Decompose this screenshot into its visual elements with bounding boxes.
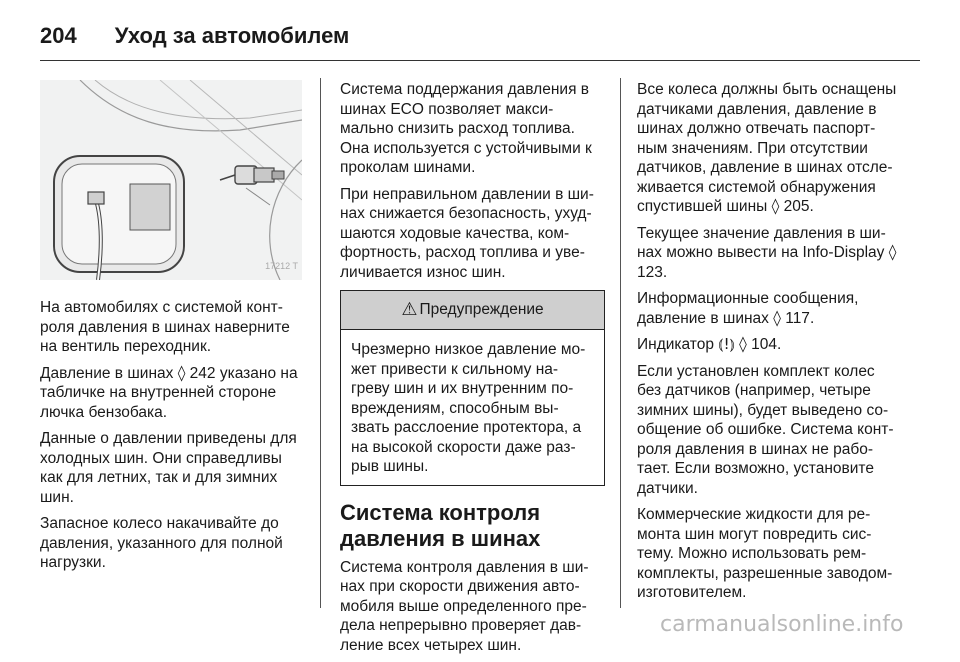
page-header [40, 16, 920, 56]
page-ref-205[interactable]: 205 [783, 198, 810, 215]
column-3 [637, 80, 902, 610]
page-ref-104[interactable]: 104 [751, 336, 777, 353]
warning-body: Чрезмерно низкое давление мо-жет привести к сильному на-греву шин и их внутренним по-вреждениям, способным вы-звать расслоение протектора, а на высокой скорости даже раз-рыв шины. [351, 341, 586, 475]
info-messages-text-end: . [809, 309, 815, 327]
paragraph-sensors [637, 80, 902, 217]
warning-title: Предупреждение [419, 301, 544, 319]
sensors-text-end: . [809, 198, 814, 215]
page-ref-arrow-icon: ◊ [739, 335, 747, 353]
page-number: 204 [40, 23, 77, 48]
watermark: carmanualsonline.info [660, 612, 904, 637]
paragraph-wrong-pressure: При неправильном давлении в ши-нах снижается безопасность, ухуд-шаются ходовые качества, ком-фортность, расход топлива и уве-личивается износ шин. [340, 185, 594, 281]
paragraph-no-sensors: Если установлен комплект колес без датчиков (например, четыре зимних шины), будет выведено со-общение об ошибке. Система конт-роля давления в шинах не рабо-тает. Если возможно, установите датчики. [637, 362, 894, 497]
warning-header [341, 291, 604, 330]
sensors-text-start: Все колеса должны быть оснащены датчиками давления, давление в шинах должно отвечать паспорт-ным значениям. При отсутствии датчиков, давление в шинах отсле-живается системой обнаружения спустившей шины [637, 81, 897, 215]
column-divider-1 [320, 78, 321, 608]
page-ref-123[interactable]: 123 [637, 263, 663, 281]
header-rule [40, 60, 920, 61]
pressure-label-text-start: Давление в шинах [40, 364, 178, 382]
paragraph-info-display [637, 224, 902, 283]
paragraph-indicator [637, 335, 902, 355]
paragraph-spare-wheel: Запасное колесо накачивайте до давления, указанного для полной нагрузки. [40, 515, 283, 571]
page-ref-117[interactable]: 117 [785, 309, 810, 327]
pressure-label-text-end: указано на табличке на внутренней стороне лючка бензобака. [40, 364, 298, 421]
indicator-text-end: . [777, 336, 782, 353]
info-display-text-end: . [662, 263, 668, 281]
figure-label: 17212 T [265, 260, 298, 271]
paragraph-monitoring: Система контроля давления в ши-нах при скорости движения авто-мобиля выше определенного пре-дела непрерывно проверяет дав-ление всех четырех шин. [340, 558, 589, 654]
paragraph-repair-fluids: Коммерческие жидкости для ре-монта шин могут повредить сис-тему. Можно использовать рем-комплекты, разрешенные заводом-изготовителем. [637, 506, 893, 601]
info-messages-text-start: Информационные сообщения, давление в шинах [637, 290, 859, 327]
page-ref-arrow-icon: ◊ [888, 243, 897, 261]
indicator-text-start: Индикатор [637, 336, 719, 353]
paragraph-info-messages [637, 289, 902, 328]
column-1 [40, 80, 302, 580]
section-heading: Система контроля давления в шинах [340, 499, 541, 551]
paragraph-eco: Система поддержания давления в шинах ECO позволяет макси-мально снизить расход топлива. Она используется с устойчивыми к проколам шинами. [340, 81, 592, 176]
page-title: Уход за автомобилем [114, 23, 350, 48]
paragraph-adapter: На автомобилях с системой конт-роля давления в шинах наверните на вентиль переходник. [40, 299, 290, 355]
warning-box [340, 290, 605, 486]
warning-triangle-icon: ⚠ [401, 299, 418, 321]
page-ref-arrow-icon: ◊ [773, 308, 781, 327]
tire-valve-drawing [40, 80, 302, 280]
info-display-text-start: Текущее значение давления в ши-нах можно вывести на Info-Display [637, 224, 889, 261]
page-ref-arrow-icon: ◊ [177, 363, 186, 382]
page-ref-242[interactable]: 242 [189, 364, 216, 382]
page-ref-arrow-icon: ◊ [771, 197, 780, 215]
paragraph-cold-tires: Данные о давлении приведены для холодных шин. Они справедливы как для летних, так и для зимних шин. [40, 430, 297, 506]
column-2 [340, 80, 605, 662]
column-divider-2 [620, 78, 621, 608]
tire-valve-illustration [40, 80, 302, 280]
tire-pressure-warning-icon: ⦅!⦆ [718, 335, 735, 353]
paragraph-pressure-label [40, 364, 302, 423]
